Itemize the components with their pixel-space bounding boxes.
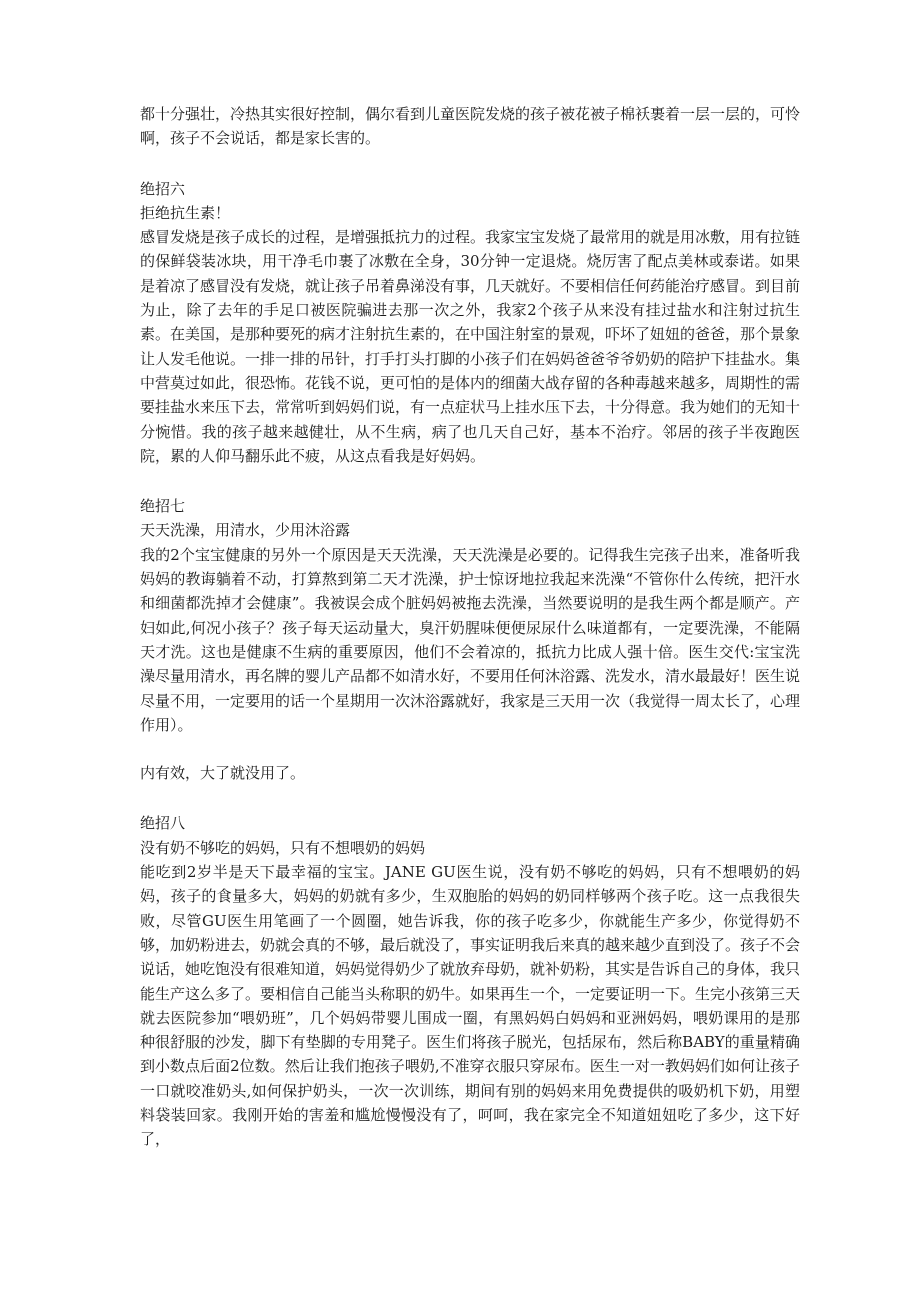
section6-heading: 绝招六	[140, 179, 186, 198]
spacer	[140, 785, 800, 811]
section7-heading: 绝招七	[140, 497, 186, 516]
section7-subheading: 天天洗澡，用清水，少用沐浴露	[140, 521, 351, 540]
section8-subheading: 没有奶不够吃的妈妈，只有不想喂奶的妈妈	[140, 838, 426, 857]
section6-body: 感冒发烧是孩子成长的过程，是增强抵抗力的过程。我家宝宝发烧了最常用的就是用冰敷，用有拉链的保鲜袋装冰块，用干净毛巾裹了冰敷在全身，30分钟一定退烧。烧厉害了配点美林或泰诺。如果是着凉了感冒没有发烧，就让孩子吊着鼻涕没有事，几天就好。不要相信任何药能治疗感冒。到目前为止，除了去年的手足口被医院骗进去那一次之外，我家2个孩子从来没有挂过盐水和注射过抗生素。在美国，是那种要死的病才注射抗生素的，在中国注射室的景观，吓坏了妞妞的爸爸，那个景象让人发毛他说。一排一排的吊针，打手打头打脚的小孩子们在妈妈爸爸爷爷奶奶的陪护下挂盐水。集中营莫过如此，很恐怖。花钱不说，更可怕的是体内的细菌大战存留的各种毒越来越多，周期性的需要挂盐水来压下去，常常听到妈妈们说，有一点症状马上挂水压下去，十分得意。我为她们的无知十分惋惜。我的孩子越来越健壮，从不生病，病了也几天自己好，基本不治疗。邻居的孩子半夜跑医院，累的人仰马翻乐此不疲，从这点看我是好妈妈。	[140, 228, 801, 465]
spacer	[140, 151, 800, 177]
section6-subheading: 拒绝抗生素！	[140, 203, 231, 222]
section7-body: 我的2个宝宝健康的另外一个原因是天天洗澡，天天洗澡是必要的。记得我生完孩子出来，准备听我妈妈的教诲躺着不动，打算熬到第二天才洗澡，护士惊讶地拉我起来洗澡“不管你什么传统，把汗水和细菌都洗掉才会健康”。我被误会成个脏妈妈被拖去洗澡，当然要说明的是我生两个都是顺产。产妇如此,何况小孩子？孩子每天运动量大，臭汗奶腥味便便尿尿什么味道都有，一定要洗澡，不能隔天才洗。这也是健康不生病的重要原因，他们不会着凉的，抵抗力比成人强十倍。医生交代:宝宝洗澡尽量用清水，再名牌的婴儿产品都不如清水好，不要用任何沐浴露、洗发水，清水最最好！医生说尽量不用，一定要用的话一个星期用一次沐浴露就好，我家是三天用一次（我觉得一周太长了，心理作用）。	[140, 545, 801, 734]
spacer	[140, 468, 800, 494]
section7-note: 内有效，大了就没用了。	[140, 764, 306, 783]
section8-heading: 绝招八	[140, 814, 186, 833]
section8-body: 能吃到2岁半是天下最幸福的宝宝。JANE GU医生说，没有奶不够吃的妈妈，只有不想喂奶的妈妈，孩子的食量多大，妈妈的奶就有多少，生双胞胎的妈妈的奶同样够两个孩子吃。这一点我很失败，尽管GU医生用笔画了一个圆圈，她告诉我，你的孩子吃多少，你就能生产多少，你觉得奶不够，加奶粉进去，奶就会真的不够，最后就没了，事实证明我后来真的越来越少直到没了。孩子不会说话，她吃饱没有很难知道，妈妈觉得奶少了就放弃母奶，就补奶粉，其实是告诉自己的身体，我只能生产这么多了。要相信自己能当头称职的奶牛。如果再生一个，一定要证明一下。生完小孩第三天就去医院参加“喂奶班”，几个妈妈带婴儿围成一圈，有黑妈妈白妈妈和亚洲妈妈，喂奶课用的是那种很舒服的沙发，脚下有垫脚的专用凳子。医生们将孩子脱光，包括尿布，然后称BABY的重量精确到小数点后面2位数。然后让我们抱孩子喂奶,不准穿衣服只穿尿布。医生一对一教妈妈们如何让孩子一口就咬准奶头,如何保护奶头，一次一次训练，期间有别的妈妈来用免费提供的吸奶机下奶，用塑料袋装回家。我刚开始的害羞和尴尬慢慢没有了，呵呵，我在家完全不知道妞妞吃了多少，这下好了，	[140, 863, 801, 1149]
spacer	[140, 737, 800, 761]
intro-paragraph: 都十分强壮，冷热其实很好控制，偶尔看到儿童医院发烧的孩子被花被子棉袄裹着一层一层的，可怜啊，孩子不会说话，都是家长害的。	[140, 105, 801, 148]
